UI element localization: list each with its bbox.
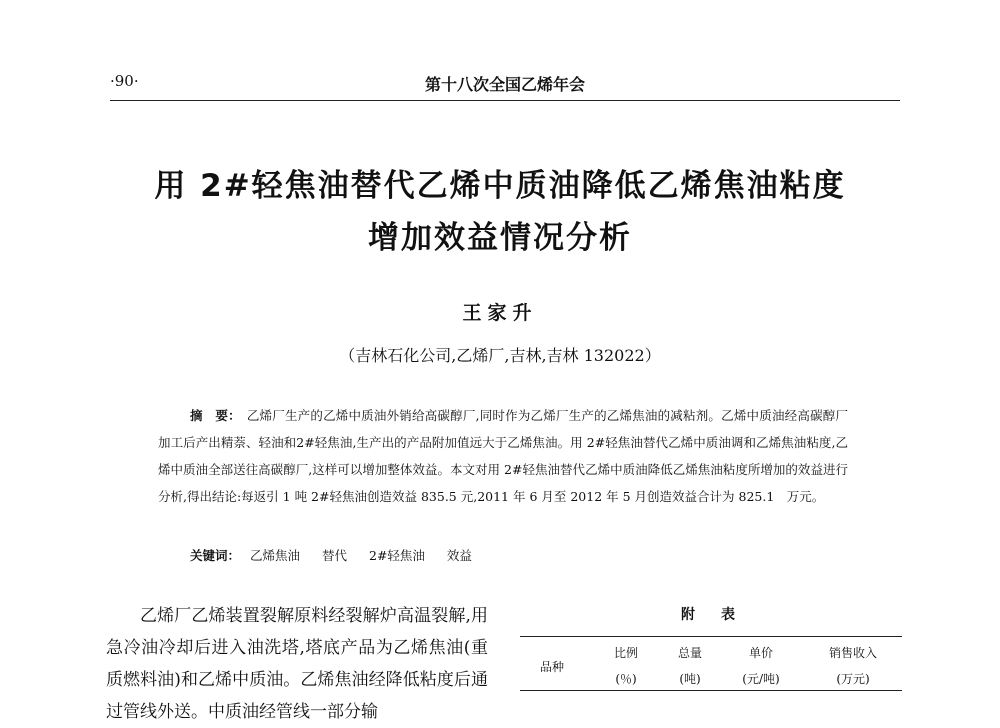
table-header-rule xyxy=(520,690,902,691)
header-rule xyxy=(110,100,900,101)
keyword: 乙烯焦油 xyxy=(250,548,301,563)
header-revenue: 销售收入 xyxy=(828,646,877,660)
table-top-rule xyxy=(520,636,902,637)
appendix-table-header xyxy=(520,638,902,698)
body-paragraph: 乙烯厂乙烯装置裂解原料经裂解炉高温裂解,用急冷油冷却后进入油洗塔,塔底产品为乙烯焦油(重质燃料油)和乙烯中质油。乙烯焦油经降低粘度后通过管线外送。中质油经管线一部分输 xyxy=(106,606,488,722)
paper-title-line-1: 用 2#轻焦油替代乙烯中质油降低乙烯焦油粘度 xyxy=(154,168,846,204)
keyword: 效益 xyxy=(446,548,472,563)
header-revenue-unit: (万元) xyxy=(836,672,870,686)
header-variety: 品种 xyxy=(539,660,564,674)
abstract-text: 乙烯厂生产的乙烯中质油外销给高碳醇厂,同时作为乙烯厂生产的乙烯焦油的减粘剂。乙烯中质油经高碳醇厂加工后产出精萘、轻油和2#轻焦油,生产出的产品附加值远大于乙烯焦油。用 2#轻焦油替代乙烯中质油调和乙烯焦油粘度,乙烯中质油全部送往高碳醇厂,这样可以增加整体效益。本文对用 2#轻焦油替代乙烯中质油降低乙烯焦油粘度所增加的效益进行分析,得出结论:每返引 1 吨 2#轻焦油创造效益 835.5 元,2011 年 6 月至 2012 年 5 月创造效益合计为 825.1 万元。 xyxy=(158,408,848,504)
author-name: 王家升 xyxy=(462,302,538,324)
keywords xyxy=(190,546,490,564)
abstract-label: 摘 要： xyxy=(190,408,241,423)
running-header xyxy=(110,72,900,98)
header-total: 总量 xyxy=(677,646,702,660)
header-ratio: 比例 xyxy=(613,646,638,660)
header-total-unit: (吨) xyxy=(679,672,701,686)
affiliation: （吉林石化公司,乙烯厂,吉林,吉林 132022） xyxy=(339,346,661,365)
keywords-label: 关键词： xyxy=(190,548,241,563)
header-price-unit: (元/吨) xyxy=(742,672,780,686)
page-number: ·90· xyxy=(110,72,139,90)
keyword: 2#轻焦油 xyxy=(369,548,425,563)
header-price: 单价 xyxy=(748,646,773,660)
paper-title-line-2: 增加效益情况分析 xyxy=(368,220,632,256)
keyword: 替代 xyxy=(322,548,348,563)
abstract xyxy=(158,402,848,510)
table-caption: 附 表 xyxy=(681,607,741,623)
conference-name: 第十八次全国乙烯年会 xyxy=(424,75,585,94)
header-ratio-unit: (％) xyxy=(615,672,637,686)
